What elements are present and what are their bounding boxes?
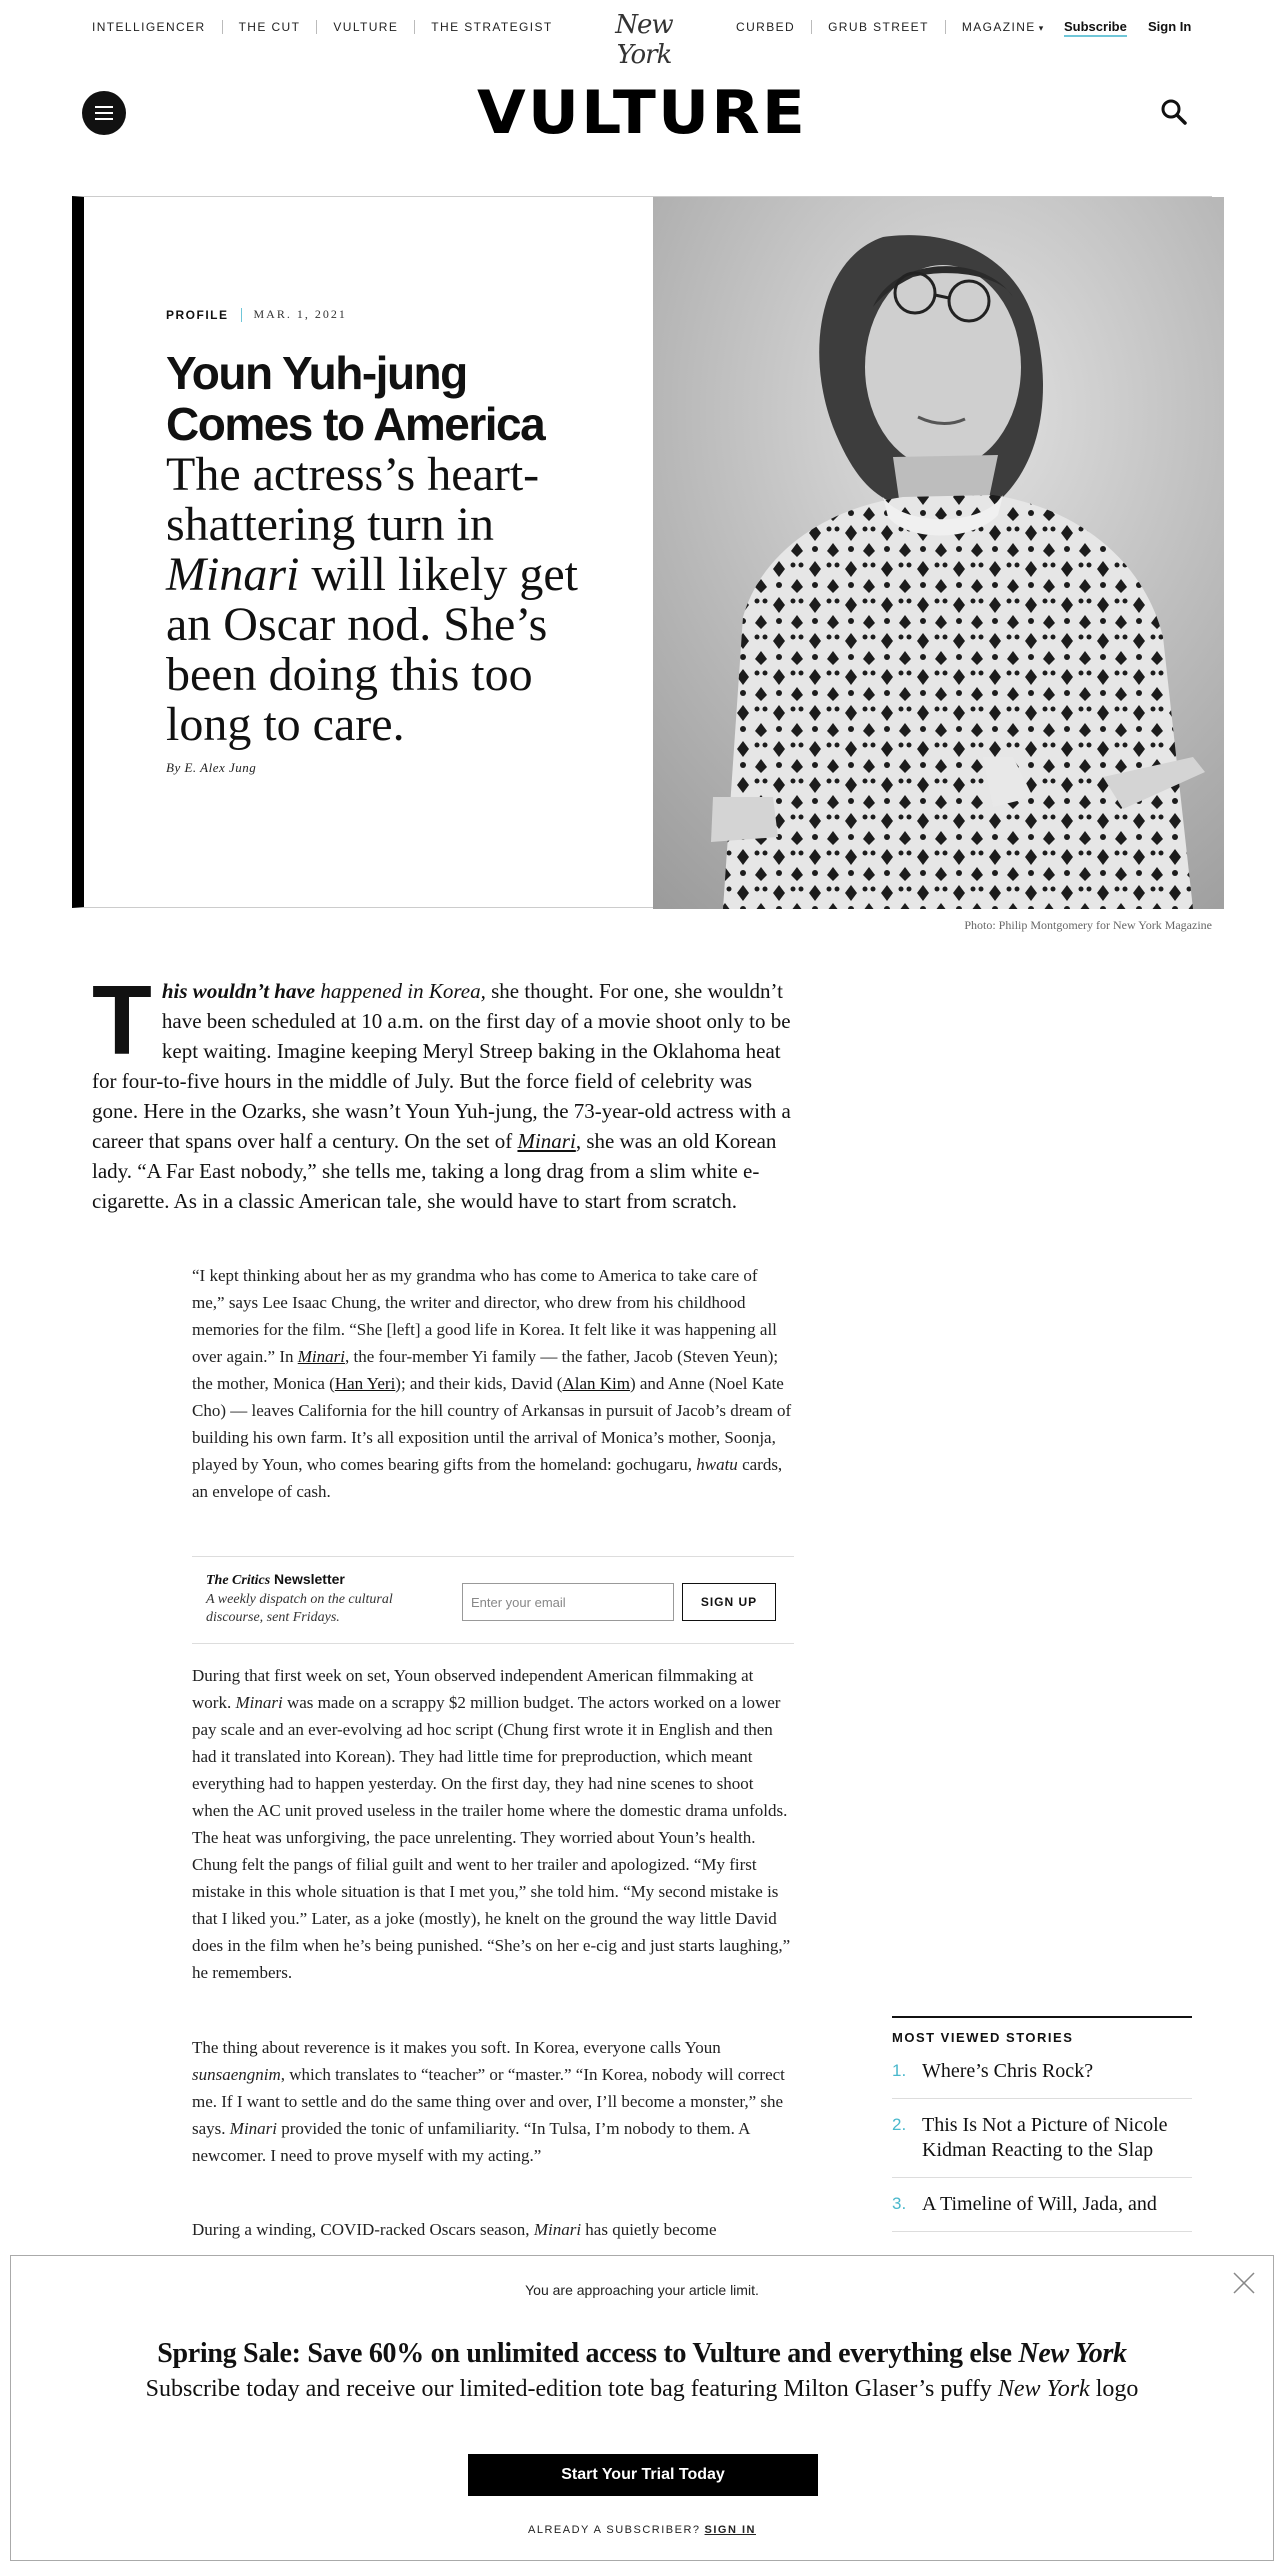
rubric-kicker[interactable]: PROFILE <box>166 307 229 322</box>
byline[interactable]: By E. Alex Jung <box>166 760 257 775</box>
photo-credit: Photo: Philip Montgomery for New York Magazine <box>964 918 1212 932</box>
new-york-logo[interactable]: New York <box>615 10 673 70</box>
article-rubric <box>166 307 586 322</box>
headline-title: Youn Yuh-jung Comes to America <box>166 347 545 450</box>
article-hero <box>72 196 1212 908</box>
article-paragraph-5: During a winding, COVID-racked Oscars season, Minari has quietly become <box>192 2220 717 2239</box>
article-date: MAR. 1, 2021 <box>253 307 347 321</box>
nav-divider <box>945 20 946 34</box>
top-nav <box>0 0 1284 70</box>
paywall-headline: Spring Sale: Save 60% on unlimited access to Vulture and everything else New York <box>157 2338 1127 2369</box>
alan-kim-link[interactable]: Alan Kim <box>562 1374 630 1393</box>
hamburger-menu-icon[interactable] <box>82 91 126 135</box>
portrait-image <box>653 197 1224 909</box>
article-paragraph-4: The thing about reverence is it makes you soft. In Korea, everyone calls Youn sunsaengnim, which translates to “teacher” or “master.” “In Korea, nobody will correct me. If I want to settle and do the same thing over and over, I’ll become a monster,” she says. Minari provided the tonic of unfamiliarity. “In Tulsa, I’m nobody to them. A newcomer. I need to prove myself with my acting.” <box>192 2038 785 2165</box>
paywall-modal <box>10 2255 1274 2561</box>
search-icon[interactable] <box>1160 98 1188 126</box>
vulture-logo[interactable]: VULTURE <box>476 78 807 148</box>
hero-text <box>166 307 586 776</box>
most-viewed-headline[interactable]: Where’s Chris Rock? <box>922 2060 1094 2082</box>
most-viewed-headline[interactable]: A Timeline of Will, Jada, and <box>922 2193 1157 2215</box>
already-subscriber: ALREADY A SUBSCRIBER? SIGN IN <box>528 2524 756 2536</box>
most-viewed-title: MOST VIEWED STORIES <box>892 2030 1074 2045</box>
most-viewed-rank: 1. <box>892 2061 907 2080</box>
most-viewed-item[interactable] <box>892 2178 1192 2232</box>
network-links-left <box>92 20 553 34</box>
nav-divider <box>811 20 812 34</box>
newsletter-description: A weekly dispatch on the cultural discourse, sent Fridays. <box>206 1592 393 1625</box>
headline-dek: The actress’s heart-shattering turn in Minari will likely get an Oscar nod. She’s been doing this too long to care. <box>166 448 578 751</box>
minari-link[interactable]: Minari <box>297 1347 345 1366</box>
newsletter-title: The Critics Newsletter <box>206 1571 345 1588</box>
article-lede: This wouldn’t have happened in Korea, she thought. For one, she wouldn’t have been scheduled at 10 a.m. on the first day of a movie shoot only to be kept waiting. Imagine keeping Meryl Streep baking in the Oklahoma heat for four-to-five hours in the middle of July. But the force field of celebrity was gone. Here in the Ozarks, she wasn’t Youn Yuh-jung, the 73-year-old actress with a career that spans over half a century. On the set of Minari, she was an old Korean lady. “A Far East nobody,” she tells me, taking a long drag from a slim white e-cigarette. As in a classic American tale, she would have to start from scratch. <box>92 965 791 1213</box>
newsletter-signup <box>192 1556 794 1644</box>
nav-link-curbed[interactable]: CURBED <box>736 20 796 34</box>
sign-up-button[interactable]: SIGN UP <box>682 1583 776 1621</box>
article-headline <box>166 348 586 750</box>
drop-cap: T <box>92 965 152 1075</box>
email-input[interactable]: Enter your email <box>462 1583 674 1621</box>
article-paragraph-2: “I kept thinking about her as my grandma who has come to America to take care of me,” says Lee Isaac Chung, the writer and director, who drew from his childhood memories for the film. “She [left] a good life in Korea. It felt like it was happening all over again.” In Minari, the four-member Yi family — the father, Jacob (Steven Yeun); the mother, Monica (Han Yeri); and their kids, David (Alan Kim) and Anne (Noel Kate Cho) — leaves California for the hill country of Arkansas in pursuit of Jacob’s dream of building his own farm. It’s all exposition until the arrival of Monica’s mother, Soonja, played by Youn, who comes bearing gifts from the homeland: gochugaru, hwatu cards, an envelope of cash. <box>192 1266 792 1501</box>
nav-link-the-strategist[interactable]: THE STRATEGIST <box>431 20 553 34</box>
nav-link-the-cut[interactable]: THE CUT <box>238 20 301 34</box>
nav-link-magazine-label: MAGAZINE <box>961 20 1036 34</box>
chevron-down-icon: ▾ <box>1038 23 1045 33</box>
rubric-divider <box>241 308 242 322</box>
han-yeri-link[interactable]: Han Yeri <box>334 1374 396 1393</box>
most-viewed-rank: 3. <box>892 2194 907 2213</box>
nav-divider <box>316 20 317 34</box>
nav-link-vulture[interactable]: VULTURE <box>333 20 399 34</box>
nav-link-grub-street[interactable]: GRUB STREET <box>828 20 929 34</box>
most-viewed-item[interactable] <box>892 2045 1192 2099</box>
hero-photo <box>653 197 1224 909</box>
subscribe-link[interactable]: Subscribe <box>1064 19 1127 37</box>
most-viewed-rank: 2. <box>892 2115 907 2134</box>
most-viewed-headline[interactable]: This Is Not a Picture of Nicole Kidman Reacting to the Slap <box>922 2114 1168 2161</box>
nav-divider <box>222 20 223 34</box>
paywall-sign-in-link[interactable]: SIGN IN <box>704 2524 756 2536</box>
minari-link[interactable]: Minari <box>517 1129 576 1153</box>
nav-divider <box>414 20 415 34</box>
sign-in-link[interactable]: Sign In <box>1148 19 1192 34</box>
nav-link-magazine[interactable] <box>962 20 1045 34</box>
most-viewed-stories <box>892 2016 1192 2232</box>
nav-link-intelligencer[interactable]: INTELLIGENCER <box>92 20 206 34</box>
start-trial-button[interactable]: Start Your Trial Today <box>468 2454 818 2496</box>
most-viewed-item[interactable] <box>892 2099 1192 2178</box>
paywall-subheadline: Subscribe today and receive our limited-edition tote bag featuring Milton Glaser’s puffy New York logo <box>145 2376 1139 2402</box>
article-limit-notice: You are approaching your article limit. <box>525 2282 759 2298</box>
network-links-right <box>736 20 1045 34</box>
article-paragraph-3: During that first week on set, Youn observed independent American filmmaking at work. Minari was made on a scrappy $2 million budget. The actors worked on a lower pay scale and an ever-evolving ad hoc script (Chung first wrote it in English and then had it translated into Korean). They had little time for preproduction, which meant everything had to happen yesterday. On the first day, they had nine scenes to shoot when the AC unit proved useless in the trailer home where the domestic drama unfolds. The heat was unforgiving, the pace unrelenting. They worried about Youn’s health. Chung felt the pangs of filial guilt and went to her trailer and apologized. “My first mistake in this whole situation is that I met you,” she told him. “My second mistake is that I liked you.” Later, as a joke (mostly), he knelt on the ground the way little David does in the film when he’s being punished. “She’s on her e-cig and just starts laughing,” he remembers. <box>192 1666 791 1982</box>
